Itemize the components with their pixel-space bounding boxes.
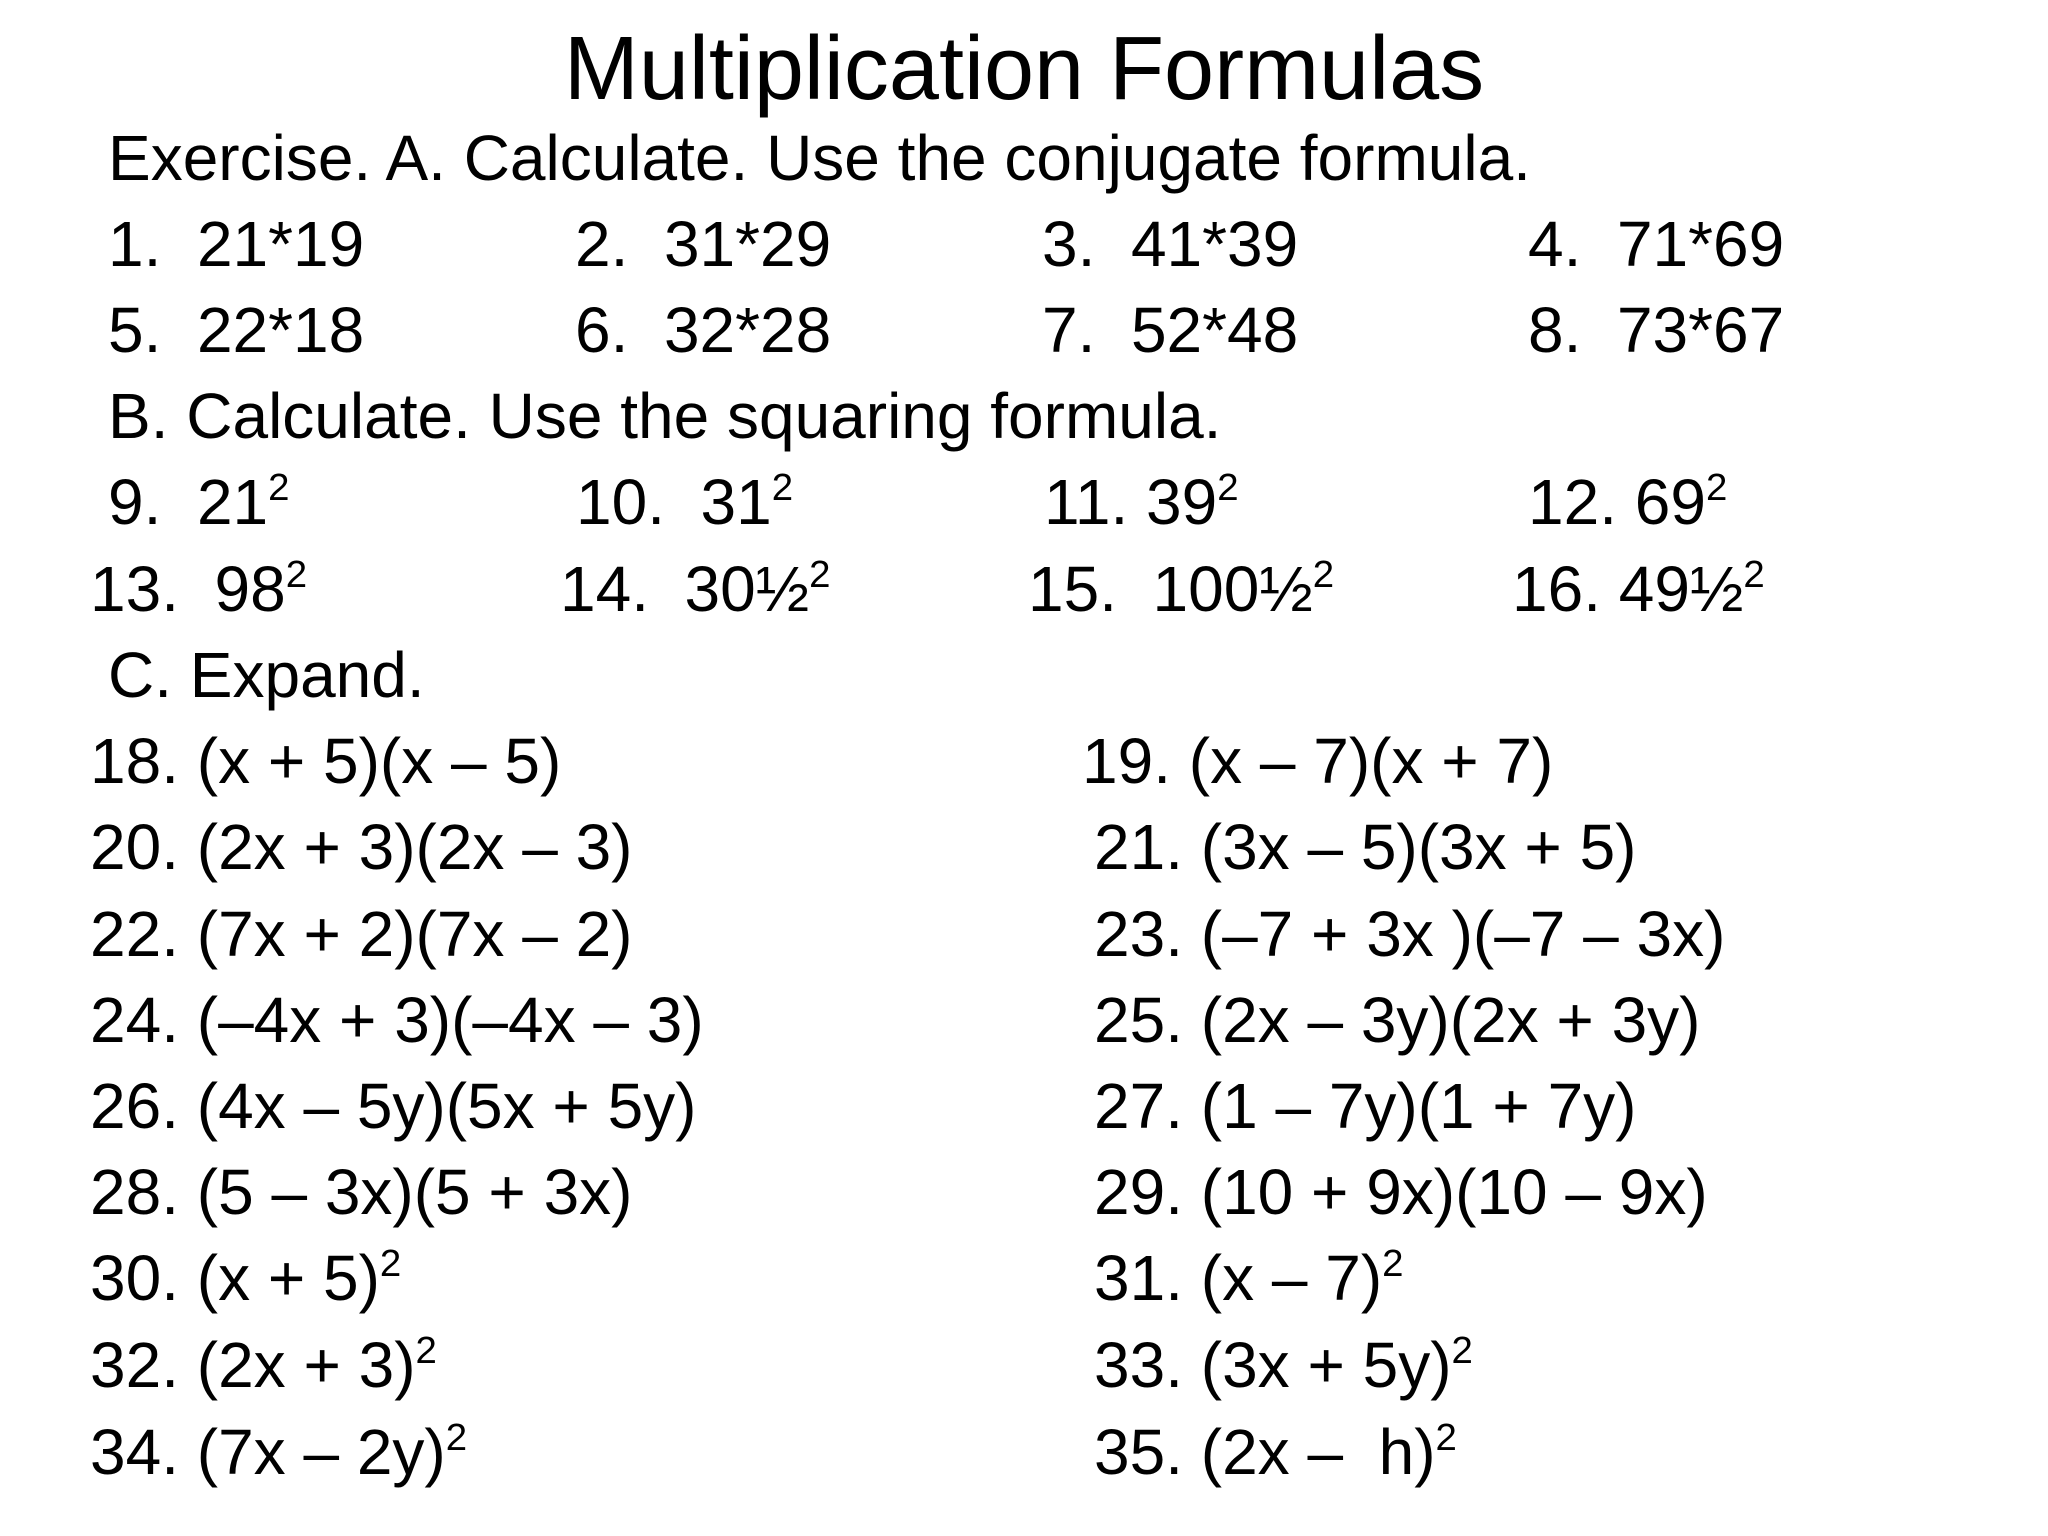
- exercise-item: 23. (–7 + 3x )(–7 – 3x): [1094, 898, 1726, 970]
- exercise-item: 25. (2x – 3y)(2x + 3y): [1094, 984, 1701, 1056]
- exercise-item: 13. $98^2$: [90, 553, 308, 625]
- exercise-item: 4. 71*69: [1528, 208, 1785, 280]
- exercise-item: 7. 52*48: [1042, 294, 1299, 366]
- exercise-item: 27. (1 – 7y)(1 + 7y): [1094, 1070, 1637, 1142]
- exercise-item: 34. (7x – 2y)$^2$: [90, 1416, 468, 1488]
- exercise-item: 1. 21*19: [108, 208, 365, 280]
- exercise-item: 26. (4x – 5y)(5x + 5y): [90, 1070, 697, 1142]
- exercise-item: 24. (–4x + 3)(–4x – 3): [90, 984, 704, 1056]
- exercise-item: 8. 73*67: [1528, 294, 1785, 366]
- exercise-item: 3. 41*39: [1042, 208, 1299, 280]
- exercise-item: 18. (x + 5)(x – 5): [90, 725, 562, 797]
- exercise-item: 30. $(x + 5)^2$: [90, 1242, 402, 1314]
- exercise-item: 22. (7x + 2)(7x – 2): [90, 898, 633, 970]
- exercise-item: 21. (3x – 5)(3x + 5): [1094, 811, 1637, 883]
- exercise-item: 28. (5 – 3x)(5 + 3x): [90, 1156, 633, 1228]
- exercise-item: 11. $39^2$: [1044, 466, 1239, 538]
- exercise-item: 20. (2x + 3)(2x – 3): [90, 811, 633, 883]
- section-a-heading: Exercise. A. Calculate. Use the conjugate formula.: [108, 122, 1531, 194]
- section-b-heading: B. Calculate. Use the squaring formula.: [108, 380, 1222, 452]
- exercise-item: 14. 30½$^2$: [560, 553, 831, 625]
- section-c-heading: C. Expand.: [108, 639, 425, 711]
- exercise-item: 6. 32*28: [575, 294, 832, 366]
- exercise-item: 31. (x – 7)$^2$: [1094, 1242, 1404, 1314]
- exercise-item: 15. 100½$^2$: [1028, 553, 1335, 625]
- exercise-item: 35. (2x – h)$^2$: [1094, 1416, 1457, 1488]
- exercise-item: 33. $(3x + 5y)^2$: [1094, 1329, 1473, 1401]
- exercise-item: 2. 31*29: [575, 208, 832, 280]
- exercise-item: 16. 49½$^2$: [1512, 553, 1765, 625]
- exercise-item: 12. $69^2$: [1528, 466, 1728, 538]
- exercise-item: 19. (x – 7)(x + 7): [1082, 725, 1554, 797]
- exercise-item: 10. $31^2$: [576, 466, 794, 538]
- exercise-item: 9. $21^2$: [108, 466, 290, 538]
- exercise-item: 5. 22*18: [108, 294, 365, 366]
- exercise-item: 29. (10 + 9x)(10 – 9x): [1094, 1156, 1708, 1228]
- page-title: Multiplication Formulas: [563, 19, 1485, 119]
- exercise-item: 32. $(2x + 3)^2$: [90, 1329, 437, 1401]
